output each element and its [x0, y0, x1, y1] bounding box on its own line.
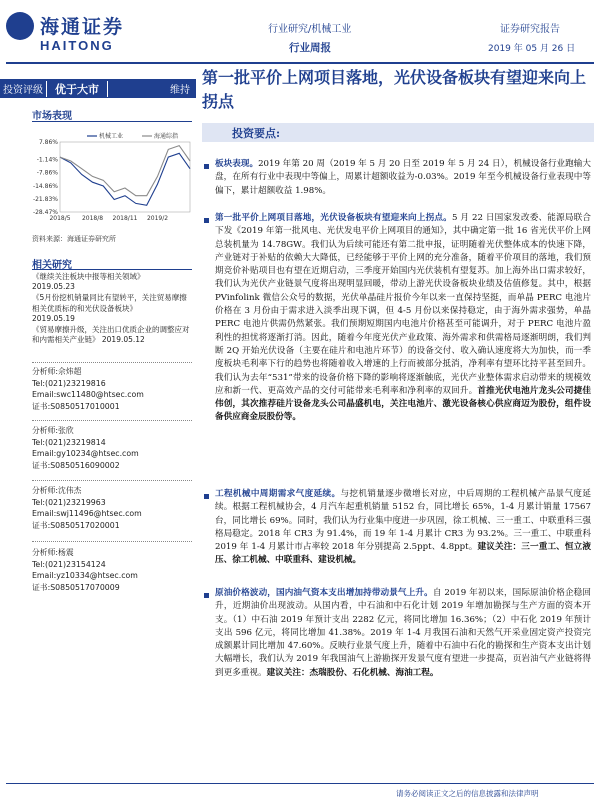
analyst-name: 分析师:张欣	[32, 426, 74, 435]
market-heading: 市场表现	[32, 111, 72, 122]
analyst-card	[32, 547, 192, 593]
analyst-email[interactable]: Email:gy10234@htsec.com	[32, 449, 139, 459]
report-title: 第一批平价上网项目落地，光伏设备板块有望迎来向上拐点	[202, 68, 587, 111]
related-item[interactable]: 《贸易摩擦升级，关注出口优质企业的调整应对和内需相关产业链》 2019.05.12	[32, 325, 190, 345]
analyst-divider	[32, 420, 192, 421]
analyst-tel: Tel:(021)23219963	[32, 497, 106, 507]
analyst-divider	[32, 362, 192, 363]
analyst-tel: Tel:(021)23219814	[32, 437, 106, 447]
analyst-tel: Tel:(021)23219816	[32, 378, 106, 388]
y-tick-label: -28.47%	[32, 209, 58, 216]
analyst-name: 分析师:沈伟杰	[32, 486, 82, 495]
x-tick-label: 2019/2	[146, 215, 169, 222]
x-tick-label: 2018/5	[49, 215, 71, 222]
x-tick-label: 2018/11	[112, 215, 138, 222]
related-divider	[32, 269, 192, 270]
analyst-email[interactable]: Email:swc11480@htsec.com	[32, 390, 144, 400]
analyst-cert: 证书:S0850517010001	[32, 401, 120, 411]
y-tick-label: 7.86%	[38, 139, 58, 146]
chart-plot-area	[60, 142, 190, 212]
keypoints-heading: 投资要点:	[232, 127, 281, 140]
analyst-divider	[32, 480, 192, 481]
related-item[interactable]: 《继续关注板块中报等相关领域》 2019.05.23	[32, 272, 145, 292]
y-tick-label: -21.83%	[32, 196, 58, 204]
report-type: 证券研究报告	[500, 24, 560, 35]
market-performance-chart	[32, 128, 194, 224]
logo-chinese: 海通证券	[40, 16, 125, 38]
analyst-card	[32, 425, 192, 471]
bullet-icon	[204, 593, 209, 598]
legend-label: 海通综指	[154, 133, 179, 140]
analyst-cert: 证书:S0850516090002	[32, 460, 120, 470]
analyst-name: 分析师:杨震	[32, 548, 74, 557]
analyst-card	[32, 485, 192, 531]
x-tick-label: 2018/8	[81, 215, 104, 222]
series-line-0	[60, 153, 190, 205]
chart-source: 资料来源：海通证券研究所	[32, 235, 116, 243]
logo-english: HAITONG	[40, 38, 114, 53]
analyst-card	[32, 366, 192, 412]
related-item[interactable]: 《5月份挖机销量同比有望转平，关注贸易摩擦相关优质标的和光伏设备板块》 2019.05.19	[32, 293, 187, 323]
keypoint-construction: 工程机械中周期需求气度延续。与挖机销量逐步微增长对应，中后周期的工程机械产品景气度延续。根据工程机械协会，4 月汽车起重机销量 5152 台，同比增长 65%，1-4 月累计销量 17567 台，同比增长 69%。同时，我们认为行业集中度进一步巩固，徐工机械、三一重工、中联重科三强格局稳定。2018 年 CR3 为 91.4%，而 19 年 1-4 月累计 CR3 为 93.2%。三一重工、中联重科 2019 年 1-4 月累计市占率较 2018 年分别提高 2.5ppt、4.8ppt。建议关注：三一重工、恒立液压、徐工机械、中联重科、建设机械。	[215, 489, 591, 566]
bullet-icon	[204, 164, 209, 169]
legend-label: 机械工业	[99, 133, 124, 140]
analyst-email[interactable]: Email:swj11496@htsec.com	[32, 509, 142, 519]
footer-disclaimer[interactable]: 请务必阅读正文之后的信息披露和法律声明	[396, 789, 539, 798]
y-tick-label: -14.86%	[32, 182, 58, 190]
analyst-divider	[32, 541, 192, 542]
bullet-icon	[204, 218, 209, 223]
analyst-cert: 证书:S0850517070009	[32, 582, 120, 592]
related-list	[32, 272, 192, 345]
rating-value: 优于大市	[46, 81, 108, 97]
y-tick-label: -7.86%	[36, 169, 58, 177]
related-heading: 相关研究	[32, 260, 72, 271]
rating-change: 维持	[170, 85, 190, 96]
rating-bar	[0, 79, 196, 98]
keypoint-pv: 第一批平价上网项目落地，光伏设备板块有望迎来向上拐点。5 月 22 日国家发改委、能源局联合下发《2019 年第一批风电、光伏发电平价上网项目的通知》，其中确定第一批 16 省光伏平价上网总装机量为 14.78GW。我们认为后续可能还有第二批申报，证明随着光伏整体成本的快速下降，产业链对于补贴的依赖大大降低，已经能够于平价上网的充分准备，随着平价项目的落地，我们预期竞价补贴项目也有望在近期启动，三季度开始国内光伏装机有望复苏。加上海外出口需求较好，我们认为光伏产业链景气度将出现明显回暖，带动上游光伏设备板块业绩及估值修复。其中，根据 PVinfolink 微信公众号的数据，光伏单晶硅片报价今年以来一直保持坚挺，而单晶 PERC 电池片价格在 3 月份由于需求进入淡季出现下调，但 4-5 月份以来保持稳定，由于海外需求强势，单晶 PERC 电池片供需仍然紧张。我们预期短期国内电池片价格甚至可能调升，对于 PERC 电池片盈利性的担忧将逐渐打消。因此，随着今年度光伏产业政策、海外需求和供需格局逐渐明朗，我们判断 2Q 开始光伏设备（主要在硅片和电池片环节）的设备交付、收入确认速度将大为加快，而一季度板块毛利率下行的趋势也将随着收入增速的上行而被部分抵消，净利率有望环比持平甚至回升。我们认为去年“531”带来的设备价格下降的影响将逐渐触底，光伏产业整体需求启动带来的规模效应和新一代、更高效产品的交付可能带来毛利率和净利率的双回升。首推光伏电池片龙头公司捷佳伟创，其次推荐硅片设备龙头公司晶盛机电，关注电池片、激光设备核心供应商迈为股份，组件设备供应商金辰股份等。	[215, 213, 591, 423]
report-category: 行业研究/机械工业	[268, 24, 352, 35]
header-divider	[6, 62, 594, 64]
report-kind: 行业周报	[289, 42, 331, 54]
analyst-name: 分析师:佘炜超	[32, 367, 82, 376]
market-divider	[32, 121, 192, 122]
report-date: 2019 年 05 月 26 日	[488, 44, 576, 54]
bullet-icon	[204, 494, 209, 499]
analyst-tel: Tel:(021)23154124	[32, 559, 106, 569]
series-line-1	[60, 146, 190, 196]
keypoint-performance: 板块表现。2019 年第 20 周（2019 年 5 月 20 日至 2019 年 5 月 24 日），机械设备行业跑输大盘，在所有行业中表现中等偏上，周累计超额收益为-0.03%。2019 年至今机械设备行业表现中等偏下，累计超额收益 1.98%。	[215, 159, 591, 196]
footer-divider	[6, 783, 594, 784]
analyst-email[interactable]: Email:yz10334@htsec.com	[32, 571, 138, 581]
keypoint-oil: 原油价格波动，国内油气资本支出增加持带动景气上升。自 2019 年初以来，国际原油价格企稳回升，近期油价出现波动。从国内看，中石油和中石化计划 2019 年增加勘探与生产方面的资本开支。（1）中石油 2019 年预计支出 2282 亿元，将同比增加 16.36%；（2）中石化 2019 年预计支出 596 亿元，将同比增加 41.38%。2019 年 1-4 月我国石油和天然气开采业固定资产投资完成额累计同比增加 47.60%。反映行业景气度上升，随着中石油中石化的勘探和生产资本支出计划大幅增长，我们认为 2019 年我国油气上游勘探开发景气度有望进一步提高，页岩油气产业链将得到更多重视。建议关注：杰瑞股份、石化机械、海油工程。	[215, 588, 591, 678]
analyst-cert: 证书:S0850517020001	[32, 520, 120, 530]
haitong-logo-icon	[6, 12, 34, 40]
y-tick-label: -1.14%	[36, 156, 58, 164]
rating-label: 投资评级	[3, 85, 43, 96]
